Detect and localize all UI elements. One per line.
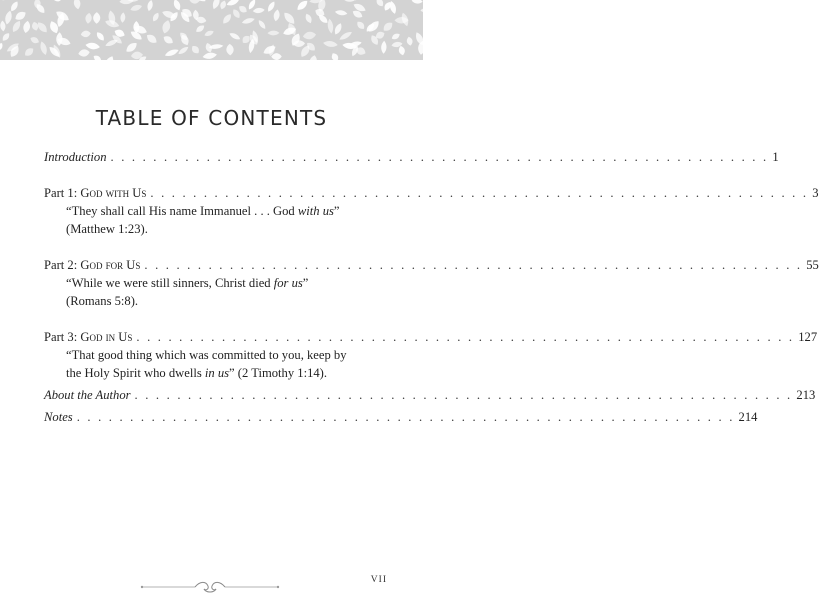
leaf-shape xyxy=(177,45,189,56)
leaf-shape xyxy=(162,34,175,45)
toc-page-number: 213 xyxy=(796,388,816,402)
leaf-shape xyxy=(333,22,343,36)
quote-text: “That good thing which was committed to you, keep by xyxy=(66,348,347,362)
part-title: God for Us xyxy=(80,258,141,272)
quote-text: ” xyxy=(302,276,309,290)
toc-entry-introduction[interactable] xyxy=(44,148,779,166)
dot-leader: . . . . . . . . . . . . . . . . . . . . . . . . . . . . . . . . . . . . . . . . . . . . . . . . . . . . . . . . . . . . . . xyxy=(136,330,795,344)
scripture-reference: (Romans 5:8). xyxy=(66,294,139,308)
leaf-shape xyxy=(411,0,423,4)
leaf-shape xyxy=(146,0,153,12)
toc-label xyxy=(44,184,146,202)
leaf-shape xyxy=(145,32,159,45)
part-title: God with Us xyxy=(80,186,147,200)
leaf-shape xyxy=(130,3,143,12)
leaf-shape xyxy=(308,54,318,68)
scripture-quote xyxy=(44,202,373,238)
leaf-shape xyxy=(103,55,116,71)
leaf-shape xyxy=(226,44,234,56)
quote-text: ” xyxy=(333,204,340,218)
leaf-shape xyxy=(295,0,309,12)
leaf-shape xyxy=(80,30,91,38)
quote-text: “While we were still sinners, Christ died xyxy=(66,276,274,290)
leaf-shape xyxy=(87,0,103,2)
toc-entry-part-2[interactable] xyxy=(44,256,819,274)
leaf-shape xyxy=(221,12,233,25)
leaf-shape xyxy=(257,19,267,30)
leaf-shape xyxy=(63,0,71,1)
leaf-shape xyxy=(151,12,160,23)
toc-page-number: 3 xyxy=(812,186,819,200)
leaf-shape xyxy=(335,9,348,16)
decorative-header-band xyxy=(0,0,423,60)
leaf-shape xyxy=(391,32,401,41)
leaf-shape xyxy=(342,0,355,3)
leaf-shape xyxy=(424,19,440,27)
leaf-shape xyxy=(189,0,200,4)
leaf-shape xyxy=(161,19,172,34)
toc-label: Notes xyxy=(44,410,73,424)
toc-page-number: 1 xyxy=(772,150,779,164)
dot-leader: . . . . . . . . . . . . . . . . . . . . . . . . . . . . . . . . . . . . . . . . . . . . . . . . . . . . . . . . . . . . . . xyxy=(150,186,809,200)
toc-label: Introduction xyxy=(44,150,107,164)
leaf-shape xyxy=(1,32,11,43)
toc-page-number: 214 xyxy=(738,410,758,424)
leaf-shape xyxy=(52,0,64,3)
part-prefix: Part 1: xyxy=(44,186,81,200)
toc-label xyxy=(44,256,140,274)
page-title: TABLE OF CONTENTS xyxy=(95,106,328,130)
leaf-shape xyxy=(95,31,106,43)
leaf-shape xyxy=(22,20,31,33)
leaf-shape xyxy=(39,41,49,56)
quote-text: ” (2 Timothy 1:14). xyxy=(229,366,328,380)
part-prefix: Part 2: xyxy=(44,258,81,272)
toc-page-number: 127 xyxy=(798,330,818,344)
leaf-shape xyxy=(0,20,6,31)
toc-entry-part-1[interactable] xyxy=(44,184,819,202)
leaf-shape xyxy=(406,36,414,46)
leaf-shape xyxy=(219,0,227,10)
leaf-shape xyxy=(29,35,40,44)
quote-text: “They shall call His name Immanuel . . . God xyxy=(66,204,298,218)
leaf-shape xyxy=(381,41,387,54)
leaf-shape xyxy=(302,31,316,40)
leaf-shape xyxy=(120,12,126,23)
leaf-shape xyxy=(202,51,217,60)
leaf-shape xyxy=(226,0,240,7)
leaf-shape xyxy=(355,20,366,31)
leaf-shape xyxy=(429,54,437,65)
leaf-shape xyxy=(164,48,180,58)
quote-emphasis: in us xyxy=(204,366,230,380)
table-of-contents xyxy=(44,148,819,426)
folio-page-number: VII xyxy=(370,575,387,585)
leaf-shape xyxy=(14,10,28,22)
scripture-quote xyxy=(44,346,373,382)
leaf-shape xyxy=(330,52,340,63)
leaf-shape xyxy=(381,20,394,33)
scripture-reference: (Matthew 1:23). xyxy=(66,222,148,236)
toc-label xyxy=(44,328,132,346)
dot-leader: . . . . . . . . . . . . . . . . . . . . . . . . . . . . . . . . . . . . . . . . . . . . . . . . . . . . . . . . . . . . . . xyxy=(144,258,803,272)
leaf-shape xyxy=(4,10,13,25)
leaf-shape xyxy=(23,46,35,58)
quote-text: the Holy Spirit who dwells xyxy=(66,366,205,380)
toc-entry-part-3[interactable] xyxy=(44,328,818,346)
toc-page-number: 55 xyxy=(806,258,819,272)
toc-entry-about-the-author[interactable] xyxy=(44,386,816,404)
part-prefix: Part 3: xyxy=(44,330,81,344)
dot-leader: . . . . . . . . . . . . . . . . . . . . . . . . . . . . . . . . . . . . . . . . . . . . . . . . . . . . . . . . . . . . . . xyxy=(110,150,769,164)
dot-leader: . . . . . . . . . . . . . . . . . . . . . . . . . . . . . . . . . . . . . . . . . . . . . . . . . . . . . . . . . . . . . . xyxy=(76,410,735,424)
scripture-quote xyxy=(44,274,373,310)
leaf-pattern-graphic xyxy=(0,0,423,60)
leaf-shape xyxy=(204,29,215,37)
leaf-shape xyxy=(304,13,313,25)
leaf-shape xyxy=(85,13,93,25)
leaf-shape xyxy=(11,19,23,33)
leaf-shape xyxy=(0,42,4,52)
leaf-shape xyxy=(375,0,385,8)
dot-leader: . . . . . . . . . . . . . . . . . . . . . . . . . . . . . . . . . . . . . . . . . . . . . . . . . . . . . . . . . . . . . . xyxy=(134,388,793,402)
leaf-shape xyxy=(93,12,100,24)
leaf-shape xyxy=(323,40,338,48)
flourish-ornament-icon xyxy=(140,580,280,594)
leaf-shape xyxy=(92,54,102,64)
leaf-shape xyxy=(398,45,406,56)
toc-entry-notes[interactable] xyxy=(44,408,758,426)
leaf-shape xyxy=(436,30,447,37)
leaf-shape xyxy=(0,0,11,2)
leaf-shape xyxy=(195,24,206,34)
leaf-shape xyxy=(73,0,81,10)
leaf-shape xyxy=(103,0,117,2)
leaf-shape xyxy=(271,53,282,60)
leaf-shape xyxy=(78,49,91,58)
leaf-shape xyxy=(266,0,276,13)
leaf-shape xyxy=(9,0,20,13)
leaf-shape xyxy=(190,44,201,55)
leaf-shape xyxy=(85,42,100,51)
leaf-shape xyxy=(211,0,221,10)
leaf-shape xyxy=(172,0,182,11)
quote-emphasis: with us xyxy=(297,204,334,218)
leaf-shape xyxy=(228,31,241,41)
leaf-shape xyxy=(338,30,353,42)
part-title: God in Us xyxy=(80,330,133,344)
leaf-shape xyxy=(267,31,279,36)
leaf-shape xyxy=(241,17,255,26)
toc-label: About the Author xyxy=(44,388,131,402)
quote-emphasis: for us xyxy=(273,276,303,290)
leaf-shape xyxy=(253,7,265,13)
leaf-shape xyxy=(273,9,281,22)
leaf-shape xyxy=(327,18,334,33)
